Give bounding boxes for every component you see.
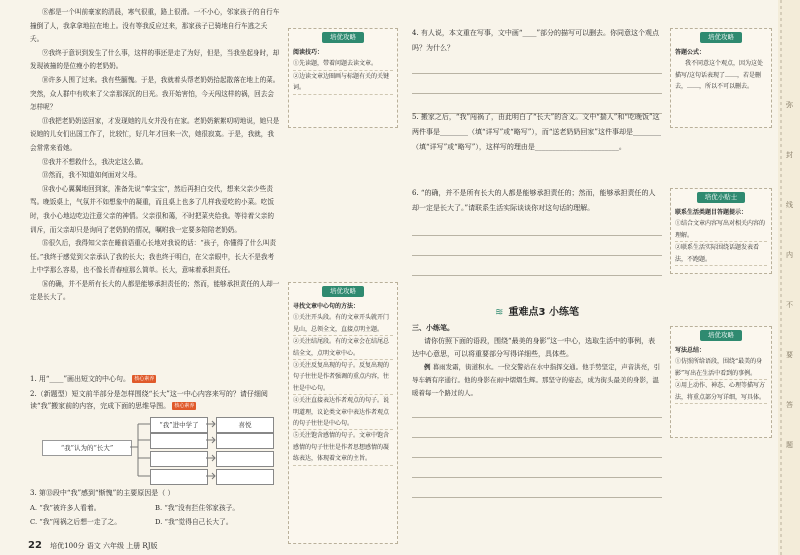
binding-char: 弥 (786, 101, 793, 109)
tip-box-central-sentence (288, 282, 398, 544)
tip-item: ②关注结尾段。有的文章会在结尾总结全文，点明文章中心。 (293, 336, 393, 360)
tip-sub-2: 寻找文章中心句的方法： (293, 303, 360, 310)
writing-line[interactable] (412, 444, 662, 458)
answer-line[interactable] (412, 60, 662, 74)
binding-char: 线 (786, 201, 793, 209)
tip-box-life (670, 188, 772, 274)
question-3: 3. 第⑬段中“我”感到“惭愧”的主要原因是（ ） A. “我”被许多人看着。 B. “我”没有拦住邻家孩子。 C. “我”闯祸之后想一走了之。 D. “我”觉得自己长大了。 (30, 486, 280, 529)
paragraph-15: ⑮很久后，我得知父亲在睡前语重心长地对我说的话：“孩子，你懂得了什么叫责任。”我终于感觉到父亲承认了我的长大；我也终于明白，在父亲眼中，长大不是我考上中学那么容易，也不像长青春痘那么简单。长大，意味着承担责任。 (30, 239, 277, 275)
writing-practice: 三、小练笔。 请你仿照下面的语段，围绕“最美的身影”这一中心，选取生活中的事例，表达中心意思，可以将重要部分写得详细些，具体些。 例 暮雨发霜，街道积水。一位交警站在水中指挥交通。他手势坚定，声音洪亮，引导车辆有序通行。他的身影在雨中熠熠生辉。那坚守的姿态，成为街头最美的身影，温暖着每一个路过的人。 (412, 320, 662, 498)
tip-item: ③关注反复出现的句子。反复出现的句子往往是作者强调的重点内容，往往是中心句。 (293, 360, 393, 395)
question-1: 1. 用“____”画出短文的中心句。 核心素养 (30, 375, 155, 383)
tip-sub-5: 写法总结： (675, 347, 706, 354)
mind-map-blank-1[interactable] (150, 433, 208, 449)
mind-map-node-1: “我”进中学了 (150, 417, 208, 433)
mind-map-blank-4[interactable] (216, 451, 274, 467)
tip-title-1: 培优攻略 (322, 32, 364, 43)
mind-map-blank-6[interactable] (216, 469, 274, 485)
tip-sub-1: 阅读技巧： (293, 49, 324, 56)
book-info: 培优100分 语文 六年级 上册 RJ版 (50, 542, 158, 550)
section-icon: ≋ (495, 307, 504, 318)
question-2: 2.（新题型）短文前半部分是怎样围绕“长大”这一中心内容来写的？请仔细阅读“我”搬家前的内容，完成下面的思维导图。 核心素养 (30, 390, 268, 410)
option-d[interactable]: D. “我”觉得自己长大了。 (155, 518, 233, 526)
binding-char: 答 (786, 401, 793, 409)
question-5: 5. 搬家之后，“我”闯祸了，由此明白了“长大”的含义。文中“揣人”和“吃晚饭”这两件事是________（填“详写”或“略写”），而“送老奶奶回家”这件事却是________（填“详写”或“略写”），这样写的理由是________________________。 (412, 113, 661, 151)
writing-line[interactable] (412, 404, 662, 418)
writing-line[interactable] (412, 424, 662, 438)
tip-title-3: 培优攻略 (700, 32, 742, 43)
binding-char: 题 (786, 441, 793, 449)
question-4: 4. 有人说，本文重在写事，文中画“____”部分的描写可以删去。你同意这个观点吗？为什么？ (412, 26, 662, 114)
answer-line[interactable] (412, 262, 662, 276)
core-tag-2: 核心素养 (174, 403, 195, 409)
paragraph-10: ⑩许多人围了过来。我有些腼愧。于是，我就着头帮老奶奶拾起散落在地上的菜。突然，众人群中有吹来了父亲那深沉的目光。我开始害怕，今天闯这样的祸，回去会怎样呢？ (30, 75, 280, 112)
tip-title-5: 培优攻略 (700, 330, 742, 341)
binding-char: 内 (786, 251, 793, 259)
paragraph-9: ⑨我终于意识到发生了什么事，这样的事还是走了为好，但是，当我坐起身时，却发现被撞的是位瘦小的老奶奶。 (30, 48, 280, 71)
mind-map-blank-5[interactable] (150, 469, 208, 485)
mind-map-arrows (205, 417, 217, 487)
tip-item: ①结合文章内容写出对相关内容的理解。 (675, 218, 767, 242)
option-c[interactable]: C. “我”闯祸之后想一走了之。 (30, 518, 121, 526)
mind-map-root: “我”认为的“长大” (42, 440, 132, 456)
example-label: 例 (424, 363, 431, 371)
tip-item: ①仿照所给语段，围绕“最美的身影”写出在生活中看到的事例。 (675, 356, 767, 380)
section-heading (412, 300, 662, 319)
tip-sub-3: 答题公式： (675, 49, 706, 56)
tip-item: ②联系生活实际围绕话题发表看法，不跑题。 (675, 242, 767, 266)
paragraph-8: ⑧都是一个叫前豪家的清晨，寒气很重，路上很滑。一不小心，邻家孩子的自行车撞倒了人，我拿拿地拉在地上。没有等我反应过来，那家孩子已骑地自行车逃之夭夭。 (30, 8, 280, 44)
binding-char: 封 (786, 151, 793, 159)
answer-line[interactable] (412, 80, 662, 94)
mind-map-blank-3[interactable] (150, 451, 208, 467)
tip-sub-4: 联系生活类题目答题提示： (675, 209, 748, 216)
binding-char: 要 (786, 351, 793, 359)
tip-item: ①先读题，带着问题去读文章。 (293, 58, 393, 70)
binding-margin (778, 0, 800, 555)
paragraph-12: ⑫我并不想救什么，我决定这么做。 (42, 157, 148, 166)
writing-line[interactable] (412, 464, 662, 478)
section-title: 重难点3 小练笔 (508, 307, 579, 318)
tip-title-2: 培优攻略 (322, 286, 364, 297)
answer-line[interactable] (412, 242, 662, 256)
binding-char: 不 (786, 301, 793, 309)
tip-box-writing (670, 326, 772, 438)
tip-item: ②边读文章边圈画与标题有关的关键词。 (293, 71, 393, 95)
paragraph-14: ⑭我小心翼翼地回到家，准备先说“奉宝宝”，然后再担白交代，想来父亲少些责骂。晚饭桌上，气氛并不如想象中的凝重，而且桌上也多了几样我爱吃的小菜。吃饭时，我小心地边吃边注意父亲的神情。父亲很和蔼，不时把菜夹给我。等待着父亲的训斥，而父亲却只是询问了老奶奶的情况，嘱咐我一定要多陪陪老奶奶。 (30, 184, 274, 234)
tip-item: ②用上动作、神态、心理等描写方法，将重点部分写详细，写具体。 (675, 380, 767, 404)
binding-dashed-line (778, 0, 800, 555)
example-text: 暮雨发霜，街道积水。一位交警站在水中指挥交通。他手势坚定，声音洪亮，引导车辆有序通行。他的身影在雨中熠熠生辉。那坚守的姿态，成为街头最美的身影，温暖着每一个路过的人。 (412, 363, 661, 397)
tip-item: ⑤关注饱含感情的句子。文章中饱含感情的句子往往是作者思想感情的凝练表达，体现着文章的主旨。 (293, 430, 393, 465)
mind-map-blank-2[interactable] (216, 433, 274, 449)
reading-passage (30, 6, 280, 305)
footer (28, 540, 158, 551)
option-a[interactable]: A. “我”被许多人看着。 (30, 504, 101, 512)
tip-item: ①关注开头段。有的文章开头就开门见山，总领全文，直接点明主题。 (293, 312, 393, 336)
answer-line[interactable] (412, 222, 662, 236)
tip-item: ④关注直接表达作者观点的句子。说明道理，议论类文章中表达作者观点的句子往往是中心句。 (293, 395, 393, 430)
tip-box-reading (288, 28, 398, 128)
tip-title-4: 培优小贴士 (697, 192, 746, 203)
writing-line[interactable] (412, 484, 662, 498)
mind-map-connectors (130, 418, 150, 478)
paragraph-11: ⑪我把老奶奶送回家，才发现她的儿女并没有在家。老奶奶絮絮叨叨地说，她只是说她的儿女们出国工作了，比较忙，好几年才回来一次，她很寂寞。于是，我就，我会常常来看她。 (30, 116, 280, 152)
paragraph-16: ⑯的确，并不是所有长大的人都是能够承担责任的；然而，能够承担责任的人却一定是长大了。 (30, 279, 280, 302)
tip-formula: 我不同意这个观点，因为这处描写/这句话表现了……，若是删去，……，所以不可以删去。 (675, 60, 764, 91)
mind-map-node-2: 喜悦 (216, 417, 274, 433)
page-number: 22 (28, 540, 42, 551)
question-6: 6. “的确，并不是所有长大的人都是能够承担责任的；然而，能够承担责任的人却一定是长大了。”请联系生活实际谈谈你对这句话的理解。 (412, 186, 662, 276)
core-tag: 核心素养 (134, 376, 155, 382)
option-b[interactable]: B. “我”没有拦住邻家孩子。 (155, 504, 240, 512)
paragraph-13: ⑬然而，我不知道如何面对父母。 (42, 171, 141, 180)
tip-box-answer-formula (670, 28, 772, 128)
